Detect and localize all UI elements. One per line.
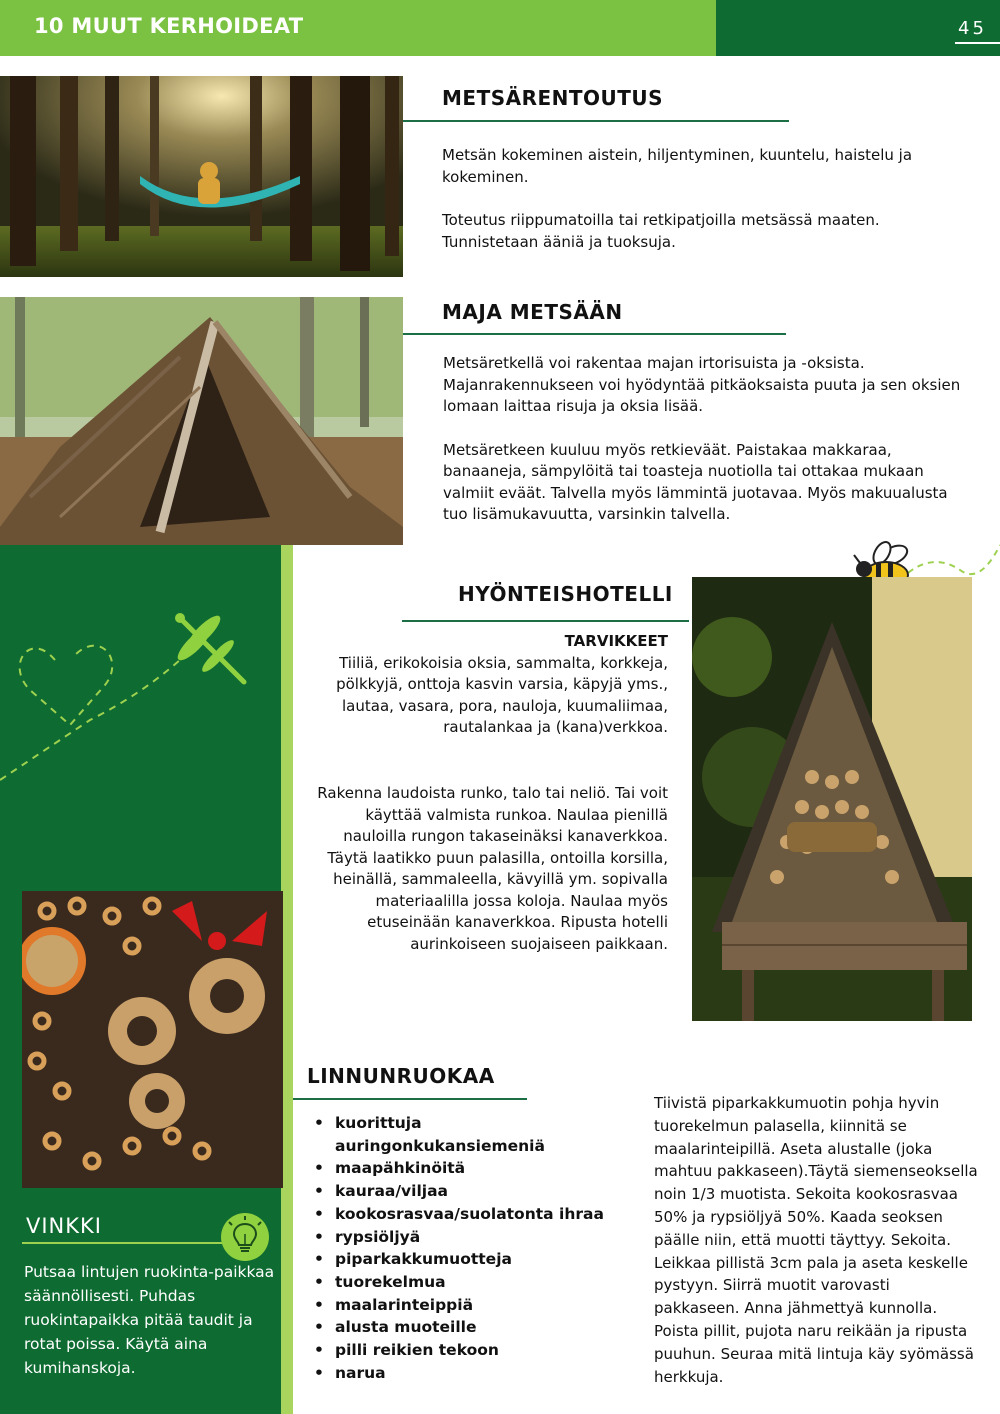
chapter-title: 10 MUUT KERHOIDEAT	[34, 14, 304, 38]
maja-title: MAJA METSÄÄN	[442, 300, 623, 324]
vinkki-title: VINKKI	[26, 1214, 103, 1238]
metsarentoutus-title: METSÄRENTOUTUS	[442, 86, 664, 110]
hotelli-instructions: Rakenna laudoista runko, talo tai neliö. Tai voit käyttää valmista runkoa. Naulaa pienillä nauloilla rungon takaseinäksi kanaverkkoa. Täytä laatikko puun palasilla, ontoilla korsilla, heinällä, sammaleella, kävyillä ym. sopivalla materiaalilla jossa koloja. Naulaa myös etuseinään kanaverkkoa. Ripusta hotelli aurinkoiseen suojaiseen paikkaan.	[317, 784, 668, 953]
linnunruokaa-rule	[293, 1098, 527, 1100]
list-item: • alusta muoteille	[307, 1316, 627, 1339]
maja-body	[443, 353, 968, 548]
lightbulb-icon	[220, 1212, 270, 1262]
page-number: 45	[958, 18, 987, 39]
hotelli-rule	[402, 620, 689, 622]
metsarentoutus-paragraph: Metsän kokeminen aistein, hiljentyminen, kuuntelu, haistelu ja kokeminen.	[442, 146, 913, 186]
page-number-underline	[955, 42, 1000, 44]
list-item: • maalarinteippiä	[307, 1294, 627, 1317]
supplies-heading: TARVIKKEET	[564, 632, 668, 650]
vinkki-text: Putsaa lintujen ruokinta-paikkaa säännöllisesti. Puhdas ruokintapaikka pitää taudit ja rotat poissa. Käytä aina kumihanskoja.	[24, 1263, 275, 1377]
insect-hotel-photo	[692, 577, 972, 1021]
hotelli-title: HYÖNTEISHOTELLI	[458, 582, 673, 606]
list-item: • kauraa/viljaa	[307, 1180, 627, 1203]
supplies-text: Tiiliä, erikokoisia oksia, sammalta, korkkeja, pölkkyjä, onttoja kasvin varsia, käpyjä yms., lautaa, vasara, pora, nauloja, kuumaliimaa, rautalankaa ja (kana)verkkoa.	[336, 653, 668, 736]
list-item: • pilli reikien tekoon	[307, 1339, 627, 1362]
ingredient-list	[307, 1112, 627, 1384]
forest-shelter-photo	[0, 297, 403, 545]
vinkki-rule	[22, 1242, 222, 1244]
metsarentoutus-paragraph: Toteutus riippumatoilla tai retkipatjoilla metsässä maaten. Tunnistetaan ääniä ja tuoksuja.	[442, 211, 880, 251]
dragonfly-icon	[170, 608, 254, 692]
maja-paragraph: Metsäretkeen kuuluu myös retkieväät. Paistakaa makkaraa, banaaneja, sämpylöitä tai toasteja nuotiolla tai ottakaa mukaan valmiit eväät. Talvella myös lämmintä juotavaa. Myös makuualusta tuo lisämukavuutta, varsinkin talvella.	[443, 440, 948, 523]
metsarentoutus-body	[442, 145, 962, 275]
list-item: • tuorekelmua	[307, 1271, 627, 1294]
list-item: • kookosrasvaa/suolatonta ihraa	[307, 1203, 627, 1226]
list-item: • narua	[307, 1362, 627, 1385]
bird-feed-photo	[22, 891, 283, 1188]
maja-rule	[403, 333, 786, 335]
list-item: • maapähkinöitä	[307, 1157, 627, 1180]
forest-hammock-photo	[0, 76, 403, 277]
linnunruokaa-instructions: Tiivistä piparkakkumuotin pohja hyvin tuorekelmun palasella, kiinnitä se maalarinteipillä. Aseta alustalle (joka mahtuu pakkaseen).Täytä siemenseoksella noin 1/3 muotista. Sekoita kookosrasvaa 50% ja rypsiöljyä 50%. Kaada seoksen päälle niin, että muotti täyttyy. Sekoita. Leikkaa pillistä 3cm pala ja aseta keskelle pystyyn. Siirrä muotit varovasti pakkaseen. Anna jähmettyä kunnolla. Poista pillit, pujota naru reikään ja ripusta puuhun. Seuraa mitä lintuja käy syömässä herkkuja.	[654, 1094, 978, 1386]
maja-paragraph: Metsäretkellä voi rakentaa majan irtorisuista ja -oksista. Majanrakennukseen voi hyödyntää pitkäoksaista puuta ja sen oksien lomaan laittaa risuja ja oksia lisää.	[443, 354, 961, 415]
list-item: • piparkakkumuotteja	[307, 1248, 627, 1271]
list-item: • rypsiöljyä	[307, 1226, 627, 1249]
metsarentoutus-rule	[403, 120, 789, 122]
hotelli-supplies	[300, 631, 668, 739]
linnunruokaa-title: LINNUNRUOKAA	[307, 1064, 495, 1088]
list-item: • kuorittuja auringonkukansiemeniä	[307, 1112, 627, 1157]
